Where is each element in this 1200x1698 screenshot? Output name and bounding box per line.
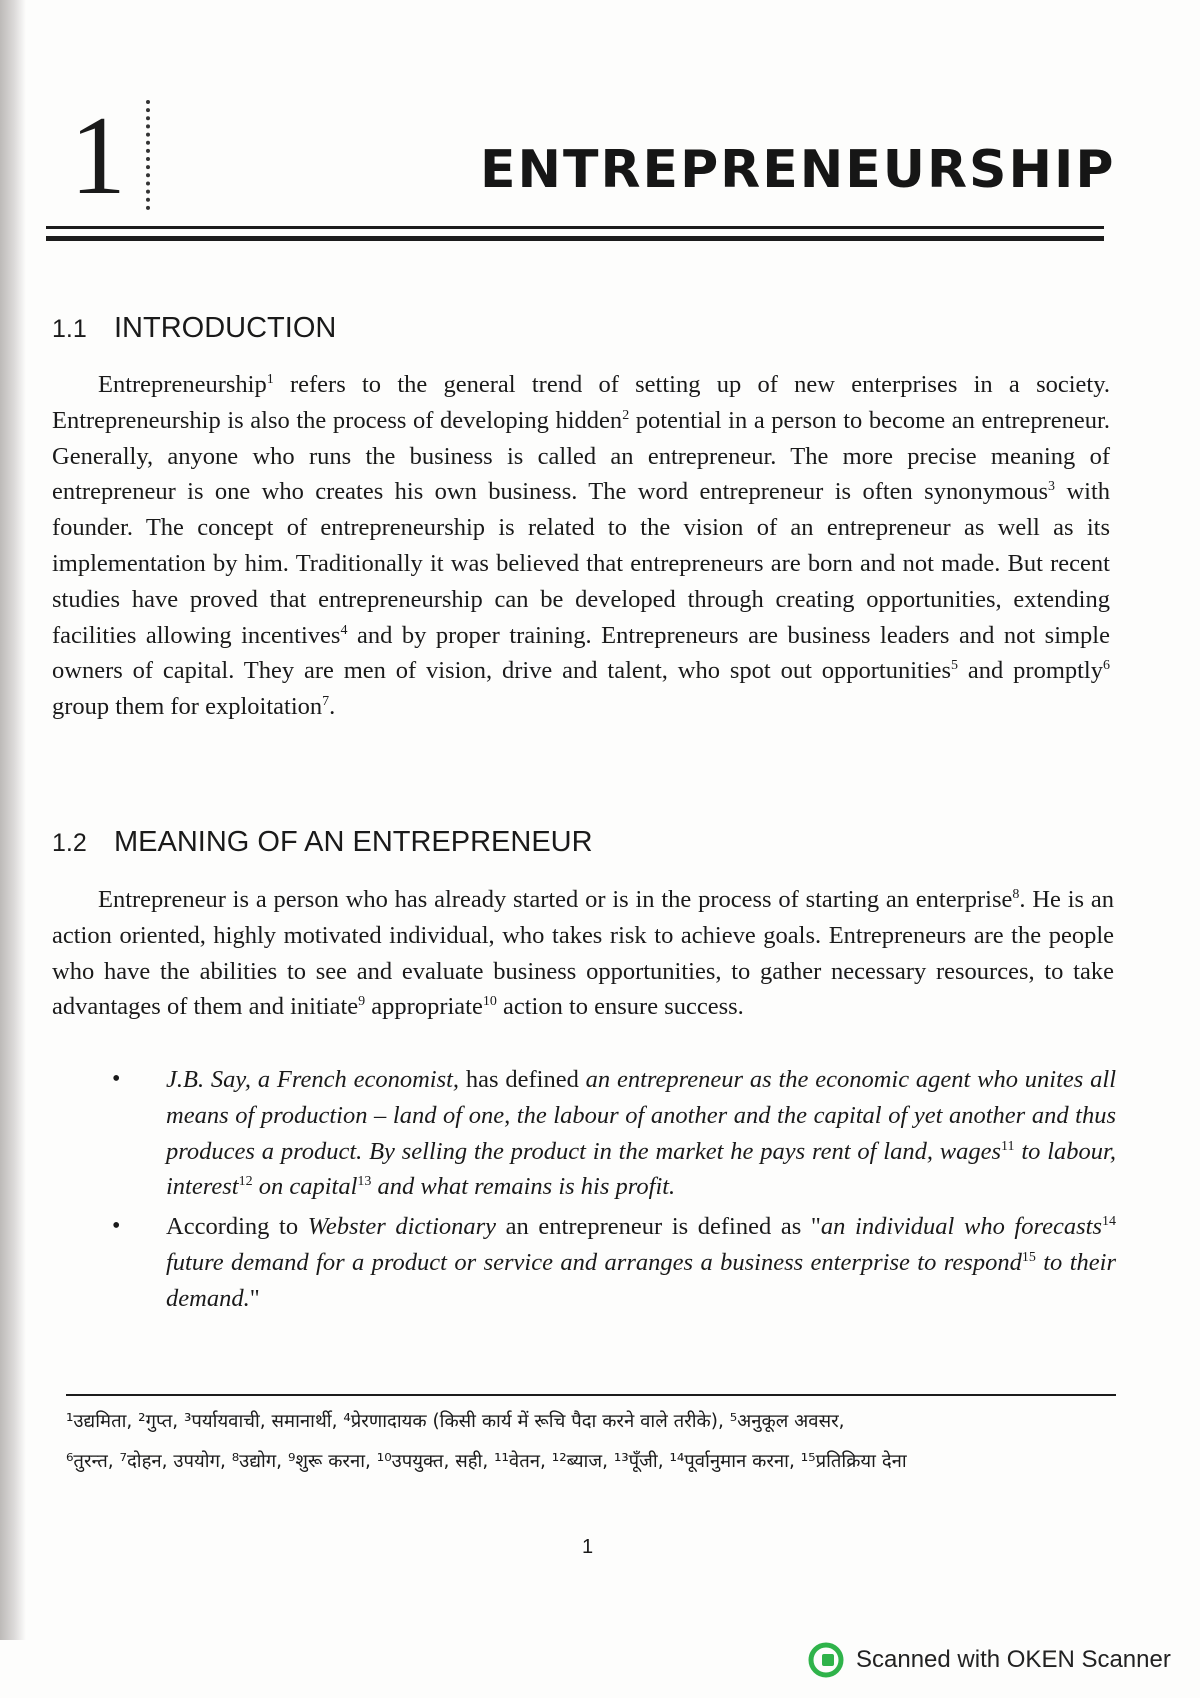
introduction-paragraph: Entrepreneurship$^1$ refers to the general trend of setting up of new enterprises in a society. Entrepreneurship is also the process of developing hidden$^2$ potential in a person to become an entrepreneur. Generally, anyone who runs the business is called an entrepreneur. The more precise meaning of entrepreneur is one who creates his own business. The word entrepreneur is often synonymous$^3$ with founder. The concept of entrepreneurship is related to the vision of an entrepreneur as well as its implementation by him. Traditionally it was believed that entrepreneurs are born and not made. But recent studies have proved that entrepreneurship can be developed through creating opportunities, extending facilities allowing incentives$^4$ and by proper training. Entrepreneurs are business leaders and not simple owners of capital. They are men of vision, drive and talent, who spot out opportunities$^5$ and promptly$^6$ group them for exploitation$^7$. xyxy=(52,371,1110,721)
footnote-marker: 13 xyxy=(357,1174,372,1190)
footnote-marker: 10 xyxy=(482,994,497,1010)
italic-text: Webster dictionary xyxy=(307,1213,497,1241)
bullet-text: J.B. Say, a French economist, has defined an entrepreneur as the economic agent who unites all means of production – land of one, the labour of another and the capital of yet another and thus produces a product. By selling the product in the market he pays rent of land, wages$^{11}$ to labour, interest$^{12}$ on capital$^{13}$ and what remains is his profit. xyxy=(166,1066,1117,1201)
definition-bullet-list xyxy=(100,1062,1116,1321)
footnote-marker: 3 xyxy=(1048,479,1056,495)
footnote-marker: 1 xyxy=(266,371,274,387)
italic-text: an entrepreneur as the economic agent who unites all means of production – land of one, the labour of another and the capital of yet another and thus produces a product. By selling the product in the market he pays rent of land, wages xyxy=(166,1066,1117,1165)
page-number: 1 xyxy=(582,1536,594,1558)
italic-text: on capital xyxy=(252,1173,358,1201)
section-title: INTRODUCTION xyxy=(114,312,337,344)
header-rule-thin xyxy=(46,226,1104,229)
footnote-marker: 6 xyxy=(1103,658,1110,674)
chapter-number: 1 xyxy=(70,94,126,218)
italic-text: to their demand. xyxy=(166,1248,1116,1312)
italic-text: to labour, interest xyxy=(166,1137,1116,1201)
scanner-logo-icon xyxy=(808,1642,844,1678)
bullet-text: According to Webster dictionary an entrepreneur is defined as "an individual who forecasts$^{14}$ future demand for a product or service and arranges a business enterprise to respond$^{15}$ to their demand." xyxy=(166,1213,1116,1312)
footnote-marker: 8 xyxy=(1012,886,1020,902)
italic-text: future demand for a product or service and arranges a business enterprise to respond xyxy=(166,1248,1022,1276)
page-edge-shadow xyxy=(0,0,26,1640)
footnote-marker: 2 xyxy=(622,407,630,423)
list-item xyxy=(100,1062,1116,1205)
footnote-marker: 4 xyxy=(340,622,348,638)
footnote-marker: 14 xyxy=(1102,1214,1116,1230)
section-title: MEANING OF AN ENTREPRENEUR xyxy=(114,826,593,858)
bullet-icon: • xyxy=(112,1213,121,1240)
header-rule-thick xyxy=(46,236,1104,241)
footnote-line: ⁶तुरन्त, ⁷दोहन, उपयोग, ⁸उद्योग, ⁹शुरू करना, ¹⁰उपयुक्त, सही, ¹¹वेतन, ¹²ब्याज, ¹³पूँजी, ¹⁴पूर्वानुमान करना, ¹⁵प्रतिक्रिया देना xyxy=(66,1451,907,1472)
footnote-line: ¹उद्यमिता, ²गुप्त, ³पर्यायवाची, समानार्थी, ⁴प्रेरणादायक (किसी कार्य में रूचि पैदा करने वाले तरीके), ⁵अनुकूल अवसर, xyxy=(66,1411,845,1432)
section-heading-introduction xyxy=(52,312,336,345)
footnote-marker: 11 xyxy=(1001,1138,1015,1154)
footnote-marker: 15 xyxy=(1021,1249,1036,1265)
footnote-marker: 7 xyxy=(322,694,330,710)
italic-text: J.B. Say, a French economist, xyxy=(166,1066,460,1093)
chapter-title: ENTREPRENEURSHIP xyxy=(480,140,1116,200)
scanner-watermark-text: Scanned with OKEN Scanner xyxy=(856,1646,1171,1673)
italic-text: an individual who forecasts xyxy=(820,1213,1102,1241)
chapter-divider-dots xyxy=(146,100,150,210)
bullet-icon: • xyxy=(112,1066,121,1092)
footnote-marker: 5 xyxy=(951,658,959,674)
footnote-rule xyxy=(66,1394,1116,1396)
meaning-paragraph: Entrepreneur is a person who has already started or is in the process of starting an enterprise$^8$. He is an action oriented, highly motivated individual, who takes risk to achieve goals. Entrepreneurs are the people who have the abilities to see and evaluate business opportunities, to gather necessary resources, to take advantages of them and initiate$^9$ appropriate$^{10}$ action to ensure success. xyxy=(52,886,1114,1021)
section-number: 1.2 xyxy=(52,829,87,857)
section-heading-meaning xyxy=(52,826,593,859)
list-item xyxy=(100,1209,1116,1316)
section-number: 1.1 xyxy=(52,315,87,343)
italic-text: and what remains is his profit. xyxy=(371,1173,676,1201)
footnotes xyxy=(66,1402,1118,1482)
footnote-marker: 12 xyxy=(238,1174,253,1190)
footnote-marker: 9 xyxy=(358,994,366,1010)
scanner-watermark xyxy=(808,1640,1171,1680)
